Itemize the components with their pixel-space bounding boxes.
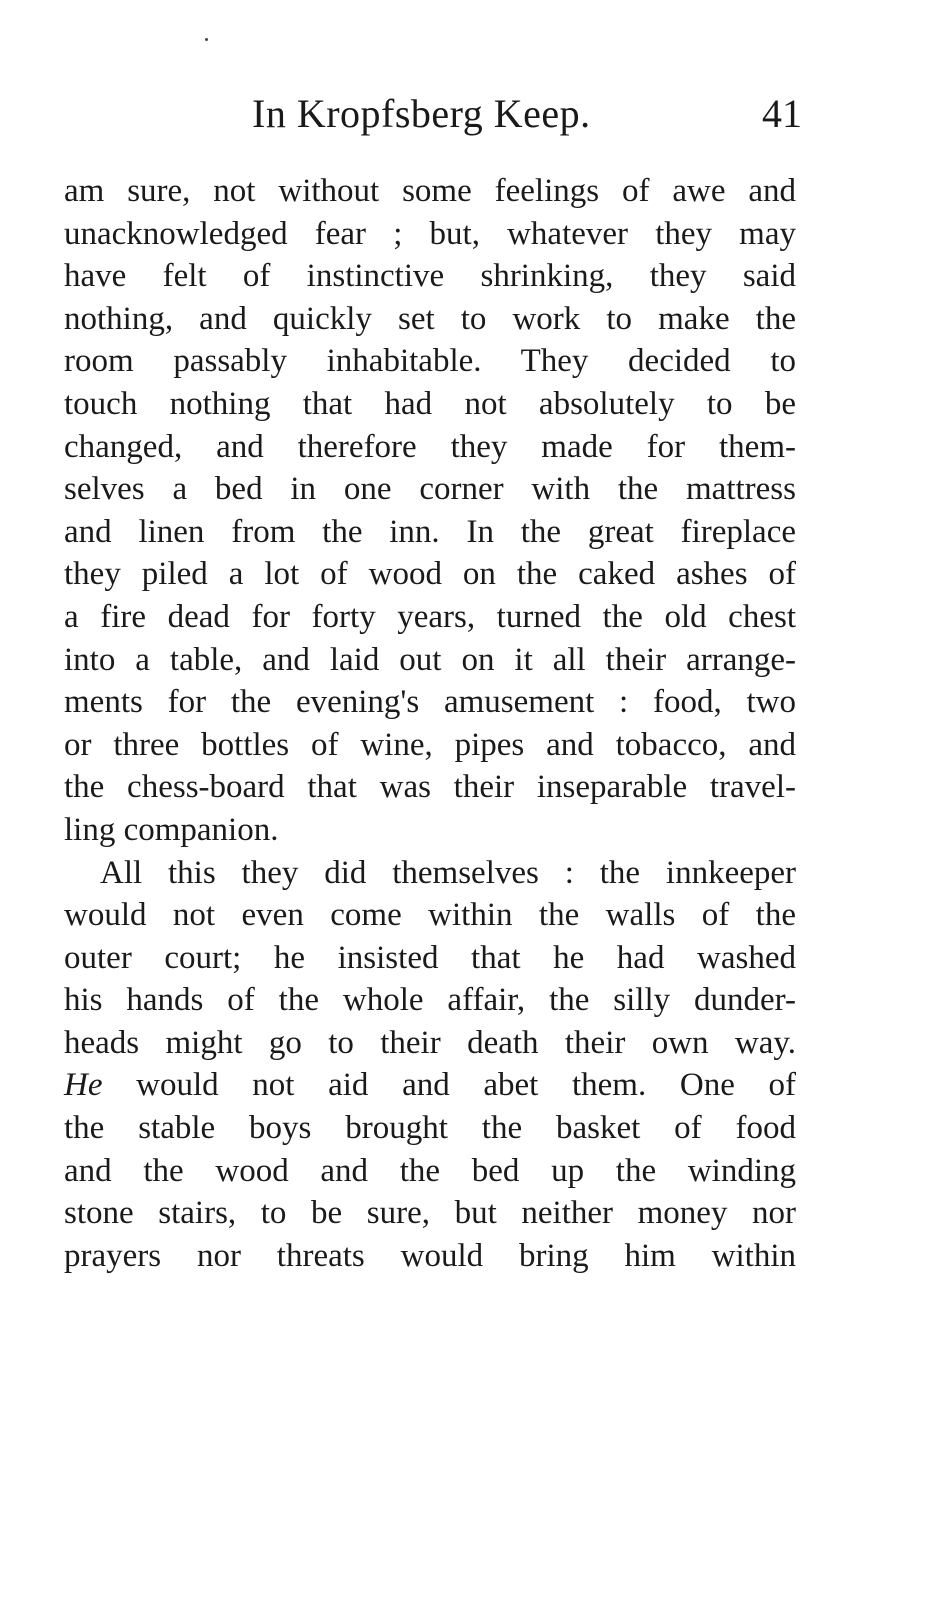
- text-line: would not even come within the walls of the: [64, 897, 796, 934]
- line-rest: would not aid and abet them. One of: [102, 1067, 796, 1104]
- text-line-with-italic: [64, 1064, 796, 1107]
- text-line: have felt of instinctive shrinking, they said: [64, 258, 796, 295]
- print-speck: [205, 38, 208, 41]
- text-line: unacknowledged fear ; but, whatever they may: [64, 215, 796, 252]
- text-line: heads might go to their death their own way.: [64, 1024, 796, 1061]
- text-line: ments for the evening's amusement : food, two: [64, 684, 796, 721]
- page-number: 41: [762, 91, 802, 136]
- paragraph-1: [64, 170, 796, 852]
- text-line: am sure, not without some feelings of awe and: [64, 173, 796, 209]
- text-line: touch nothing that had not absolutely to be: [64, 385, 796, 422]
- text-line: room passably inhabitable. They decided to: [64, 343, 796, 380]
- text-line: they piled a lot of wood on the caked ashes of: [64, 556, 796, 593]
- body-text: [64, 170, 796, 1277]
- text-line: into a table, and laid out on it all their arrange-: [64, 641, 796, 678]
- text-line: the stable boys brought the basket of food: [64, 1110, 796, 1147]
- text-line: outer court; he insisted that he had washed: [64, 939, 796, 976]
- text-line: stone stairs, to be sure, but neither money nor: [64, 1195, 796, 1232]
- running-title: In Kropfsberg Keep.: [252, 91, 591, 136]
- running-head: [62, 90, 802, 150]
- text-line: prayers nor threats would bring him within: [64, 1237, 796, 1274]
- text-line: a fire dead for forty years, turned the old chest: [64, 598, 796, 635]
- text-line: ling companion.: [64, 811, 279, 848]
- text-line: selves a bed in one corner with the mattress: [64, 471, 796, 508]
- paragraph-2: [64, 852, 796, 1278]
- text-line: nothing, and quickly set to work to make the: [64, 300, 796, 337]
- text-line: and the wood and the bed up the winding: [64, 1152, 796, 1189]
- text-line: his hands of the whole affair, the silly dunder-: [64, 982, 796, 1019]
- text-line: and linen from the inn. In the great fireplace: [64, 513, 796, 550]
- italic-word: He: [64, 1067, 103, 1104]
- text-line: All this they did themselves : the innkeeper: [100, 854, 796, 891]
- text-line: changed, and therefore they made for them-: [64, 428, 796, 465]
- text-line: or three bottles of wine, pipes and tobacco, and: [64, 726, 796, 763]
- text-line: the chess-board that was their inseparable travel-: [64, 769, 796, 806]
